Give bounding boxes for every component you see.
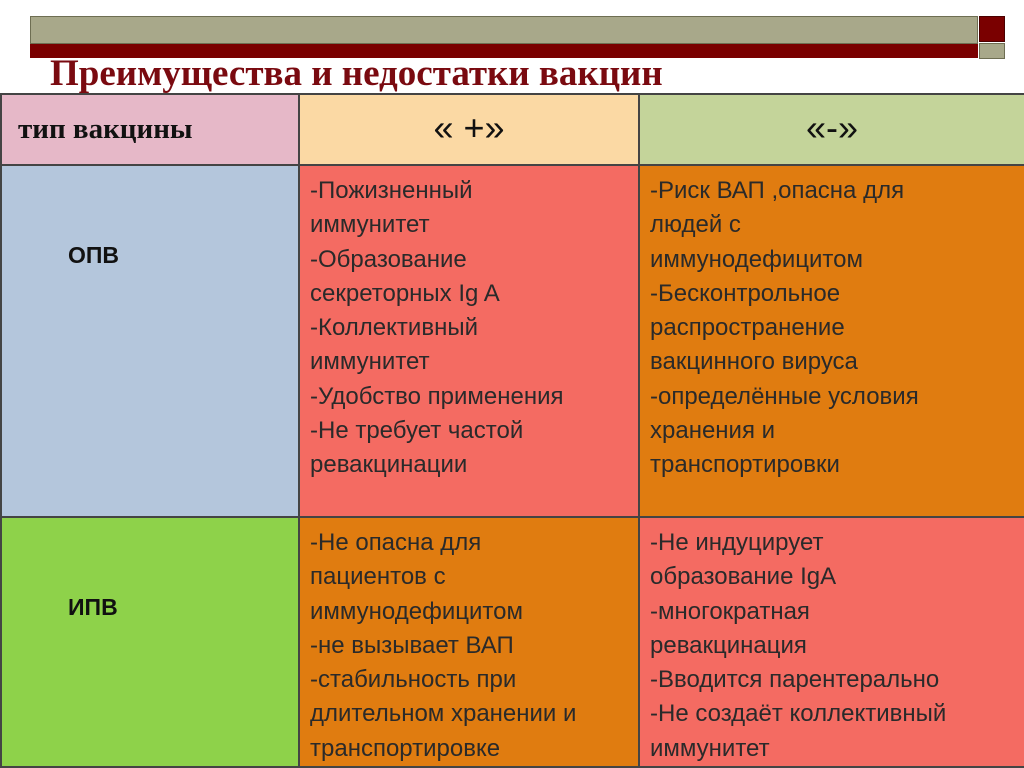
list-item: иммунитет [650, 734, 770, 762]
list-item: секреторных Ig A [310, 279, 500, 307]
header-plus-label: « +» [433, 107, 505, 148]
header-minus-label: «-» [805, 107, 859, 148]
ipv-minus-cell [639, 517, 1024, 767]
vaccine-name-ipv: ИПВ [68, 594, 118, 620]
list-item: иммунодефицитом [310, 597, 523, 625]
vaccine-name-opv: ОПВ [68, 242, 120, 268]
list-item: -Коллективный [310, 314, 478, 342]
corner-square-olive [979, 43, 1005, 59]
list-item: -Удобство применения [310, 382, 564, 410]
list-item: людей с [650, 211, 741, 239]
list-item: длительном хранении и [310, 700, 577, 728]
list-item: транспортировки [650, 451, 840, 479]
list-item: иммунодефицитом [650, 245, 863, 273]
header-type-cell [1, 94, 299, 165]
opv-name-cell [1, 165, 299, 517]
list-item: хранения и [650, 417, 776, 445]
header-plus-cell [299, 94, 639, 165]
opv-plus-list [300, 166, 638, 483]
list-item: -Бесконтрольное [650, 279, 841, 307]
list-item: вакцинного вируса [650, 348, 858, 376]
list-item: -Не опасна для [310, 529, 482, 556]
list-item: -определённые условия [650, 382, 919, 410]
table-header-row [1, 94, 1024, 165]
list-item: -Не индуцирует [650, 529, 824, 556]
list-item: -Не требует частой [310, 417, 524, 445]
header-bar-top [30, 16, 978, 44]
list-item: -многократная [650, 597, 810, 625]
table-row-opv [1, 165, 1024, 517]
opv-minus-cell [639, 165, 1024, 517]
list-item: транспортировке [310, 734, 501, 762]
ipv-plus-list [300, 518, 638, 766]
comparison-table [0, 93, 1024, 768]
list-item: иммунитет [310, 348, 430, 376]
list-item: -Вводится парентерально [650, 666, 940, 694]
list-item: -не вызывает ВАП [310, 631, 514, 659]
list-item: ревакцинации [310, 451, 468, 479]
slide-title: Преимущества и недостатки вакцин [50, 53, 663, 94]
list-item: пациентов с [310, 563, 446, 591]
list-item: -стабильность при [310, 666, 517, 694]
list-item: -Не создаёт коллективный [650, 700, 947, 728]
list-item: -Риск ВАП ,опасна для [650, 177, 905, 204]
list-item: -Образование [310, 245, 467, 273]
ipv-name-cell [1, 517, 299, 767]
list-item: иммунитет [310, 211, 430, 239]
ipv-plus-cell [299, 517, 639, 767]
header-type-label: тип вакцины [18, 113, 193, 145]
opv-minus-list [640, 166, 1024, 483]
list-item: распространение [650, 314, 845, 342]
corner-square-red [979, 16, 1005, 42]
opv-plus-cell [299, 165, 639, 517]
ipv-minus-list [640, 518, 1024, 766]
list-item: образование IgA [650, 563, 837, 591]
header-minus-cell [639, 94, 1024, 165]
table-row-ipv [1, 517, 1024, 767]
list-item: -Пожизненный [310, 177, 473, 204]
list-item: ревакцинация [650, 631, 807, 659]
